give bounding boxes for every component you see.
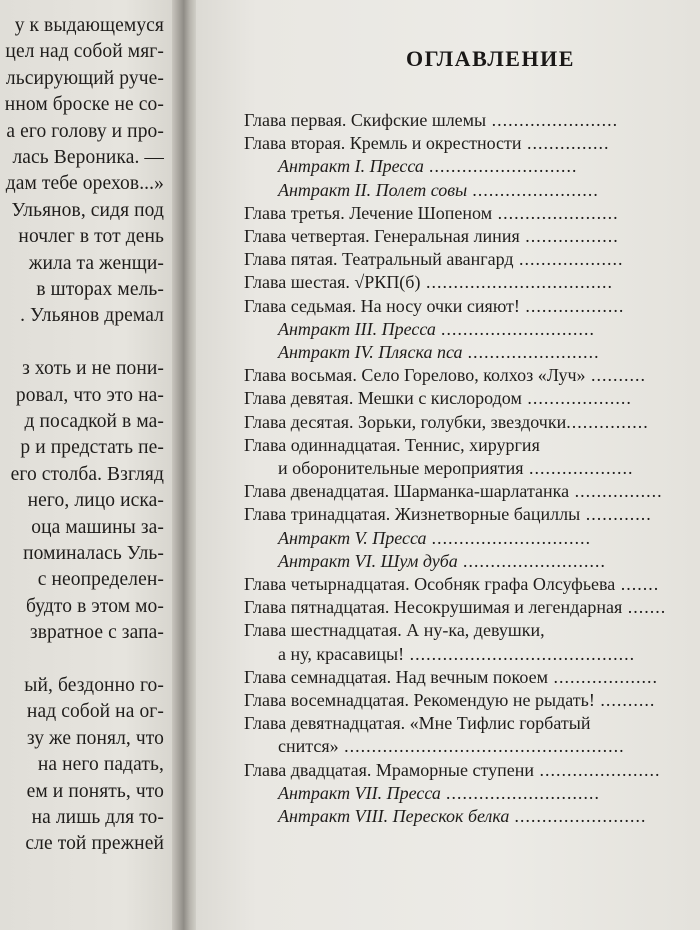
toc-entry-leader: ............................. [426,527,592,548]
toc-entry-title: Глава девятая. Мешки с кислородом [244,388,522,409]
left-page-line: ый, бездонно го- [24,675,164,696]
toc-entry [244,363,646,387]
toc-entry-leader: ........................ [509,806,647,826]
left-page-line: цел над собой мяг- [5,41,164,63]
left-page-line: оца машины за- [31,516,164,538]
toc-entry [244,131,610,155]
toc-entry-title: Глава вторая. Кремль и окрестности [244,133,522,154]
toc-entry-title: Глава десятая. Зорьки, голубки, звездочки [244,411,567,432]
toc-entry-title: Антракт III. Пресса [278,318,436,339]
toc-entry [244,224,619,248]
toc-entry-title: Глава восемнадцатая. Рекомендую не рыдать! [244,690,595,710]
toc-entry-title: Глава тринадцатая. Жизнетворные бациллы [244,504,581,525]
toc-entry [244,386,632,410]
left-page-line: над собой на ог- [26,701,164,723]
left-page-line: зу же понял, что [26,727,164,749]
toc-entr-acte [278,781,600,805]
toc-entry [244,108,618,132]
left-page-line: жила та женщи- [28,252,164,274]
toc-entry-title: снится» [278,736,339,757]
toc-entry-leader: ........................... [423,156,578,177]
left-page-line: его столба. Взгляд [10,463,164,485]
toc-entry [244,247,624,271]
toc-entry-leader: ............ [580,504,652,525]
left-page-line: в шторах мель- [36,279,164,300]
toc-entry-leader: ...................... [533,759,661,780]
toc-entry-leader: ................... [523,458,634,478]
left-page-line: будто в этом мо- [25,595,164,617]
toc-entry [244,688,655,712]
left-page-line: . Ульянов дремал [20,305,164,327]
toc-entry-title: Глава шестнадцатая. А ну-ка, девушки, [244,620,545,641]
left-page-line: с неопределен- [37,569,164,591]
toc-entry [244,711,590,735]
toc-entry-leader: ................. [519,226,619,246]
left-page-line: лась Вероника. — [12,147,164,168]
toc-entry-leader: ....... [622,597,667,618]
toc-entry-leader: ................... [521,388,632,409]
left-page-line: д посадкой в ма- [24,411,164,432]
left-page-line: а его голову и про- [6,120,164,142]
toc-entry-title: Глава третья. Лечение Шопеном [244,202,493,223]
toc-entry-leader: .......... [594,690,656,710]
toc-entry-title: Антракт I. Пресса [278,156,424,177]
left-page-line: нном броске не со- [4,94,164,116]
toc-entry-title: Глава пятая. Театральный авангард [244,249,514,270]
toc-entry-title: Глава семнадцатая. Над вечным покоем [244,666,548,687]
left-page [0,0,178,930]
left-page-line: льсирующий руче- [5,67,164,89]
toc-entr-acte [278,804,647,828]
toc-entry-title: Глава пятнадцатая. Несокрушимая и легендарная [244,597,623,618]
toc-entry-title: Антракт V. Пресса [278,527,427,548]
toc-entry-leader: ............................ [440,782,601,803]
toc-entry-leader: .......................... [457,550,607,571]
toc-entr-acte [278,526,592,550]
left-page-line: у к выдающемуся [14,15,164,36]
toc-entr-acte [278,340,600,364]
toc-entry-title: Антракт II. Полет совы [278,179,468,200]
left-page-line: ровал, что это на- [15,384,164,406]
toc-entry-leader: ................... [513,249,624,270]
toc-entry-title: Глава четвертая. Генеральная линия [244,226,520,246]
toc-entry [244,201,619,225]
left-page-line: р и предстать пе- [20,437,164,459]
toc-entry [244,294,624,318]
toc-entry-leader: ................... [547,666,658,687]
toc-entry [244,665,658,689]
toc-entry [244,270,613,294]
toc-entry-leader: ................................................... [338,736,625,757]
toc-entr-acte [278,549,606,573]
toc-entry [244,758,660,782]
toc-entry-title: Глава первая. Скифские шлемы [244,110,487,130]
toc-entry-title: Антракт VII. Пресса [278,782,441,803]
toc-entry [244,433,540,457]
toc-entry-title: Антракт VI. Шум дуба [278,550,458,571]
toc-entry-title: Антракт VIII. Перескок белка [278,806,510,826]
toc-entry-leader: ....... [615,574,660,594]
left-page-line: него, лицо иска- [27,490,164,512]
toc-entr-acte [278,178,599,202]
left-page-line: ночлег в тот день [18,226,164,248]
toc-entry-title: Глава двенадцатая. Шарманка-шарлатанка [244,481,570,502]
toc-entry-leader: ......................................... [404,643,636,664]
toc-entry [244,502,652,526]
toc-entry [244,595,666,619]
toc-entry-title: Глава одиннадцатая. Теннис, хирургия [244,434,540,455]
toc-entry-leader: ............................ [435,318,596,339]
toc-entr-acte [278,317,595,341]
left-page-line: дам тебе орехов...» [5,173,164,195]
toc-entry-title: а ну, красавицы! [278,643,405,664]
toc-entry-title: Глава двадцатая. Мраморные ступени [244,759,534,780]
toc-entry [244,618,545,642]
toc-entry-title: Глава седьмая. На носу очки сияют! [244,295,520,316]
toc-title: ОГЛАВЛЕНИЕ [406,46,575,71]
toc-entry [244,410,649,434]
toc-entry-leader: ............... [521,133,610,154]
toc-entry-leader: .......... [585,365,647,386]
toc-entry-leader: ............... [566,411,649,432]
toc-entry-leader: ....................... [467,179,600,200]
toc-entry-leader: ........................ [462,342,600,362]
toc-entry-title: Глава восьмая. Село Горелово, колхоз «Луч» [244,365,586,386]
left-page-line: сле той прежней [25,833,164,855]
toc-entry [244,479,663,503]
toc-entry-title: Глава шестая. √РКП(б) [244,272,421,293]
left-page-line: Ульянов, сидя под [11,199,164,221]
toc-entry-title: Антракт IV. Пляска пса [278,342,463,362]
left-page-line: на него падать, [37,754,164,776]
toc-entry-leader: ....................... [486,110,619,130]
toc-entry [278,642,635,666]
toc-entry-title: и оборонительные мероприятия [278,458,524,478]
right-page [196,0,700,930]
toc-entry [278,734,625,758]
left-page-line: з хоть и не пони- [22,358,164,380]
toc-entry [278,456,634,480]
toc-entr-acte [278,154,578,178]
toc-entry-title: Глава девятнадцатая. «Мне Тифлис горбатый [244,713,591,734]
toc-entry-leader: .................................. [420,272,613,293]
book-gutter [172,0,198,930]
toc-entry-title: Глава четырнадцатая. Особняк графа Олсуфьева [244,574,616,594]
toc-entry-leader: .................. [519,295,625,316]
left-page-line: звратное с запа- [29,622,164,644]
left-page-line: на лишь для то- [31,807,164,828]
toc-entry-leader: ...................... [492,202,619,223]
toc-entry-leader: ................ [569,481,663,502]
left-page-line: поминалась Уль- [23,543,164,564]
left-page-line: ем и понять, что [26,780,164,802]
toc-entry [244,572,659,596]
